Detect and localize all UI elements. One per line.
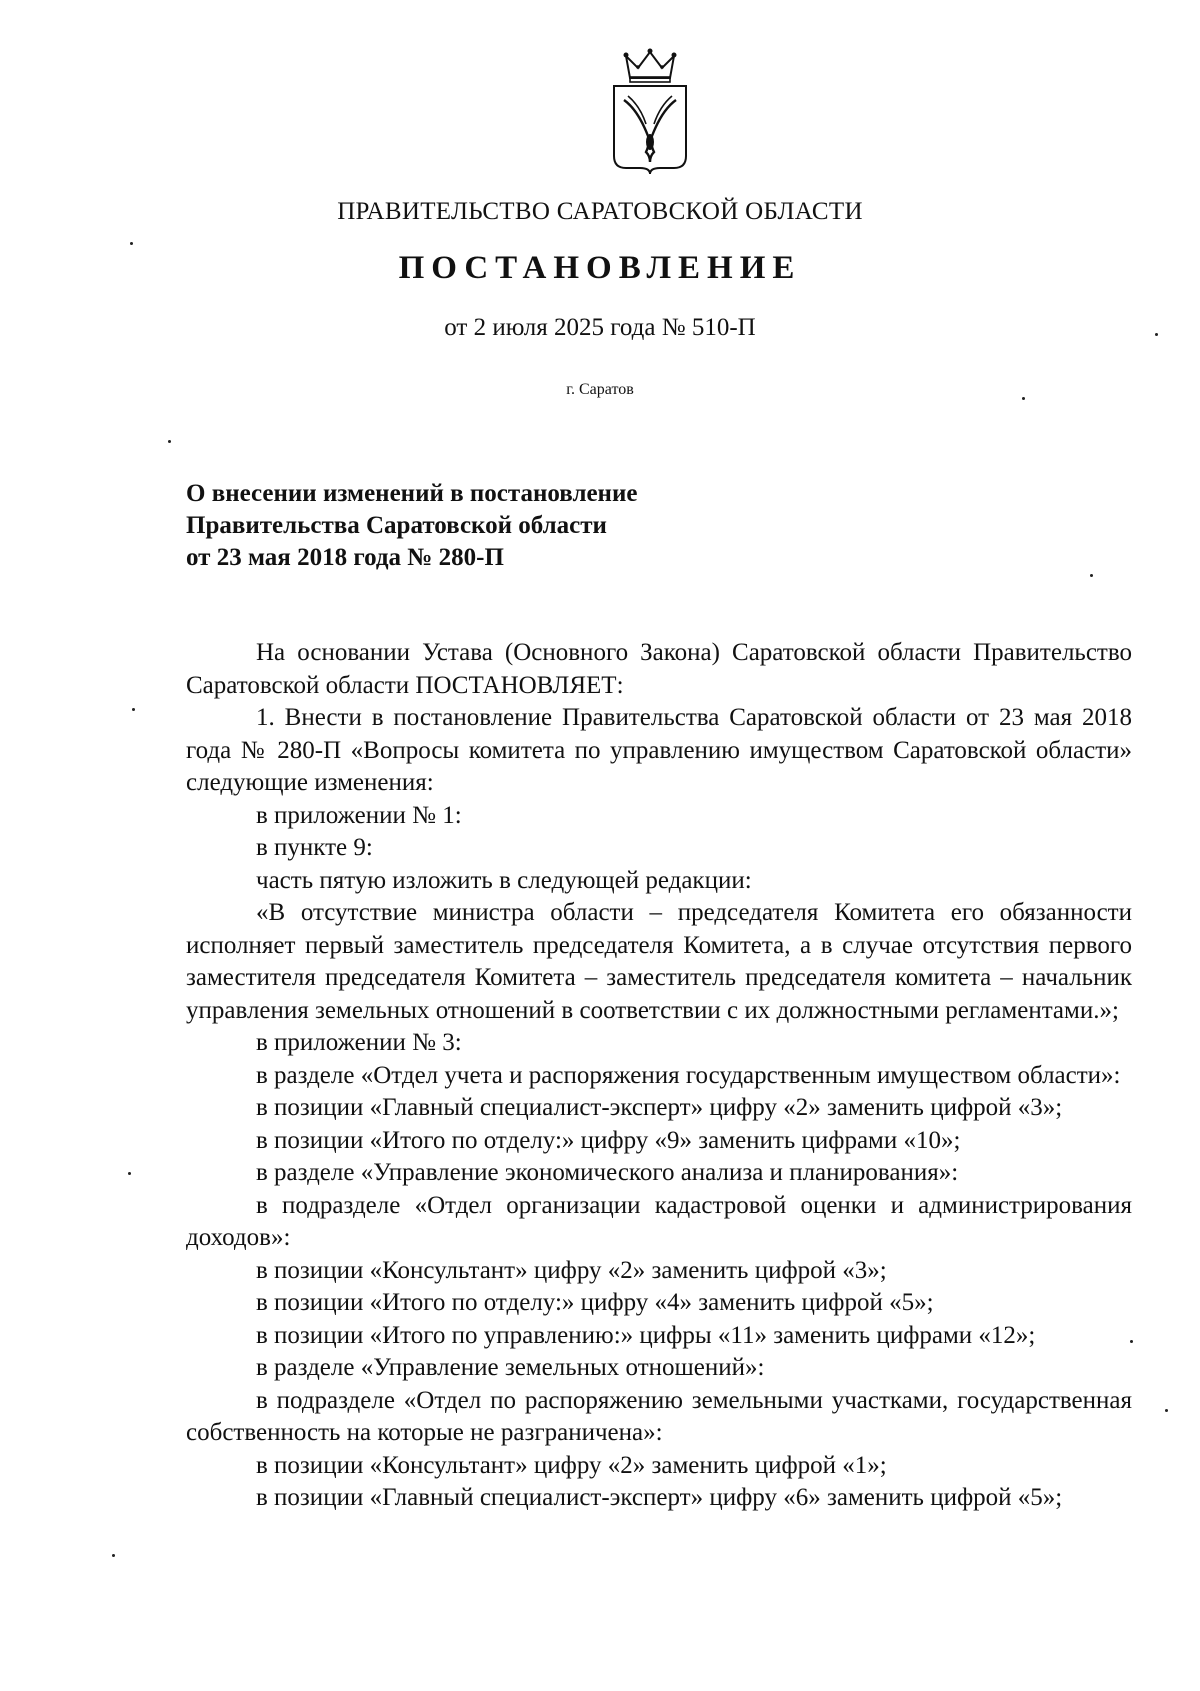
scan-speck [1090, 574, 1093, 577]
body-paragraph: в пункте 9: [256, 834, 373, 861]
body-paragraph: в подразделе «Отдел по распоряжению земельными участками, государственная собственность на которые не разграничена»: [186, 1386, 1132, 1446]
document-city: г. Саратов [566, 381, 634, 398]
scan-speck [1165, 1409, 1168, 1412]
document-body [186, 637, 1132, 1515]
body-paragraph: в приложении № 1: [256, 801, 462, 829]
body-paragraph: 1. Внести в постановление Правительства Саратовской области от 23 мая 2018 года № 280-П «Вопросы комитета по управлению имуществом Саратовской области» следующие изменения: [186, 704, 1132, 796]
body-paragraph: часть пятую изложить в следующей редакции: [256, 866, 752, 894]
body-paragraph: в позиции «Главный специалист-эксперт» цифру «6» заменить цифрой «5»; [256, 1484, 1063, 1511]
title-line: Правительства Саратовской области [186, 512, 607, 539]
scan-speck [112, 1554, 115, 1557]
document-date-number: от 2 июля 2025 года № 510-П [444, 314, 756, 341]
scan-speck [1022, 397, 1025, 400]
scan-speck [132, 708, 135, 711]
document-type: ПОСТАНОВЛЕНИЕ [398, 250, 802, 286]
body-paragraph: в разделе «Управление экономического анализа и планирования»: [256, 1159, 959, 1186]
body-paragraph: На основании Устава (Основного Закона) Саратовской области Правительство Саратовской области ПОСТАНОВЛЯЕТ: [186, 639, 1132, 699]
document-title [186, 478, 637, 574]
coat-of-arms-icon [610, 48, 690, 174]
body-paragraph: в позиции «Консультант» цифру «2» заменить цифрой «3»; [256, 1256, 887, 1284]
body-paragraph: в позиции «Итого по отделу:» цифру «4» заменить цифрой «5»; [256, 1289, 934, 1316]
body-paragraph: в позиции «Итого по отделу:» цифру «9» заменить цифрами «10»; [256, 1126, 961, 1154]
title-line: от 23 мая 2018 года № 280-П [186, 544, 504, 571]
scan-speck [128, 1172, 131, 1175]
title-line: О внесении изменений в постановление [186, 480, 638, 507]
body-paragraph: в позиции «Главный специалист-эксперт» цифру «2» заменить цифрой «3»; [256, 1094, 1063, 1121]
scan-speck [1130, 1340, 1133, 1343]
body-paragraph: в приложении № 3: [256, 1029, 462, 1056]
scan-speck [1155, 333, 1158, 336]
body-paragraph: в позиции «Консультант» цифру «2» заменить цифрой «1»; [256, 1451, 887, 1479]
government-name: ПРАВИТЕЛЬСТВО САРАТОВСКОЙ ОБЛАСТИ [337, 198, 863, 225]
body-paragraph: «В отсутствие министра области – председателя Комитета его обязанности исполняет первый заместитель председателя Комитета, а в случае отсутствия первого заместителя председателя Комитета – заместитель председателя комитета – начальник управления земельных отношений в соответствии с их должностными регламентами.»; [186, 899, 1132, 1024]
body-paragraph: в разделе «Отдел учета и распоряжения государственным имуществом области»: [256, 1061, 1121, 1089]
scan-speck [168, 440, 171, 443]
body-paragraph: в позиции «Итого по управлению:» цифры «11» заменить цифрами «12»; [256, 1321, 1036, 1349]
scan-speck [130, 242, 133, 245]
body-paragraph: в подразделе «Отдел организации кадастровой оценки и администрирования доходов»: [186, 1191, 1132, 1251]
body-paragraph: в разделе «Управление земельных отношений»: [256, 1354, 765, 1381]
